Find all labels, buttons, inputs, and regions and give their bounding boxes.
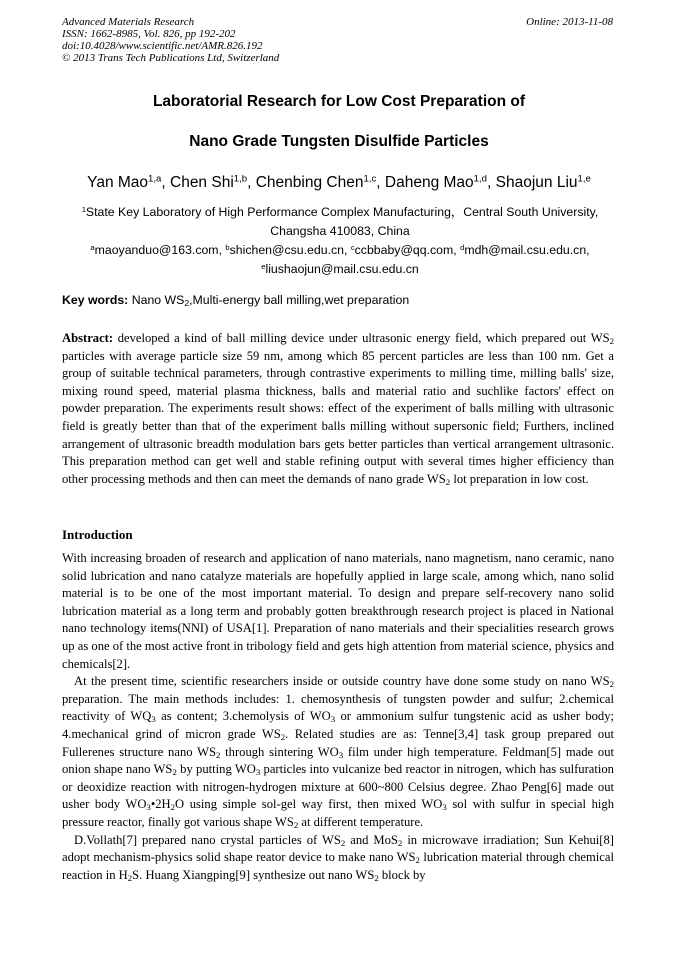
email-mark: a (90, 242, 95, 252)
subscript: 2 (609, 336, 614, 347)
abstract-label: Abstract: (62, 331, 114, 345)
author-affiliation-mark: 1,c (363, 173, 377, 185)
online-date: Online: 2013-11-08 (526, 16, 613, 28)
subscript: 2 (184, 298, 190, 309)
issn-line: ISSN: 1662-8985, Vol. 826, pp 192-202 (62, 28, 236, 40)
email-mark: d (460, 242, 465, 252)
affiliation-line-2: Changsha 410083, China (270, 224, 410, 238)
author-list: Yan Mao$^{1,a}$, Chen Shi$^{1,b}$, Chenbing Chen$^{1,c}$, Daheng Mao$^{1,d}$, Shaojun Liu$^{1,e}$ (87, 173, 591, 191)
email-list: $^a$maoyanduo@163.com, $^b$shichen@csu.edu.cn, $^c$ccbbaby@qq.com, $^d$mdh@mail.csu.edu.cn, (90, 242, 590, 257)
subscript: 2 (445, 476, 451, 487)
keywords-label: Key words: (62, 293, 129, 307)
author-name: Chenbing Chen (255, 174, 364, 191)
doi-line: doi:10.4028/www.scientific.net/AMR.826.192 (62, 40, 263, 52)
abstract-text: particles with average particle size 59 nm, among which 85 percent particles are less than 100 nm. Get a group of suitable technical parameters, through contrastive experiments to milling time, milling balls' size, mixing round speed, material plasma thickness, balls and material ratio and suchlike factors' effect on powder preparation. The experiments result shows: effect of the experiment of balls milling with ultrasonic field is greatly better than that of the experiment balls milling without supersonic field; Furthers, inclined arrangement of ultrasonic breadth modulation bars gets better particles than vertical arrangement ultrasonic. This preparation method can get well and stable refining output with several times higher efficiency than other processing methods and then can meet the demands of nano grade WS (62, 348, 614, 486)
journal-name: Advanced Materials Research (62, 16, 195, 28)
author-affiliation-mark: 1,e (577, 173, 591, 185)
affiliation-mark: 1 (81, 204, 86, 214)
author-affiliation-mark: 1,d (473, 173, 488, 185)
email-mark: c (350, 242, 355, 252)
copyright-line: © 2013 Trans Tech Publications Ltd, Switzerland (62, 52, 280, 64)
paper-title-line-2: Nano Grade Tungsten Disulfide Particles (189, 133, 489, 150)
paragraph: With increasing broaden of research and application of nano materials, nano magnetism, nano ceramic, nano solid lubrication and nano catalyze materials are hopefully applied in large scale, among which, nano solid material is to be one of the most important material. To design and prepare self-recovery nano solid lubrication material as a long term and probably gotten breakthrough research project is placed in National nano technology items(NNI) of USA[1]. Preparation of nano materials and their specialities research grows up as one of the most active front in tribology field and gets high attention from material science, physics and chemicals[2]. (62, 551, 614, 671)
paper-title-line-1: Laboratorial Research for Low Cost Preparation of (152, 93, 526, 110)
email-mark: b (225, 242, 230, 252)
author-name: Chen Shi (170, 174, 234, 191)
author-affiliation-mark: 1,a (148, 173, 162, 185)
abstract-text: lot preparation in low cost. (453, 471, 589, 486)
keywords-text: ,Multi-energy ball milling,wet preparation (189, 293, 410, 307)
affiliation-line-1: State Key Laboratory of High Performance Complex Manufacturing，Central South University, (85, 205, 599, 219)
email-link[interactable]: ccbbaby@qq.com (354, 243, 454, 257)
paragraph: At the present time, scientific researchers inside or outside country have done some study on nano $WS_2$ preparation. The main methods includes: 1. chemosynthesis of tungsten powder and sulfur; 2.chemical reactivity of $WQ_3$ as content; 3.chemolysis of $WO_3$ or ammonium sulfur tungstenic acid as usher body; 4.mechanical grind of micron grade $WS_2$. Related studies are as: Tenne[3,4] task group prepared out Fullerenes structure nano $WS_2$ through sintering $WO_3$ film under high temperature. Feldman[5] made out onion shape nano $WS_2$ by putting $WO_3$ particles into vulcanize bed reactor in nitrogen, which has sulfuration or deoxidize reaction with nitrogen-hydrogen mixture at 600~800 Celsius degree. Zhao Peng[6] made out usher body $WO_3•2H_2O$ using simple sol-gel way first, then mixed $WO_3$ sol with sulfur in special high pressure reactor, finally got various shape $WS_2$ at different temperature. (62, 674, 614, 831)
author-name: Shaojun Liu (495, 174, 578, 191)
email-link[interactable]: maoyanduo@163.com (94, 243, 219, 257)
abstract-text: developed a kind of ball milling device under ultrasonic energy field, which prepared out WS (117, 331, 610, 345)
abstract (62, 330, 614, 488)
email-mark: e (261, 261, 266, 271)
keywords (62, 293, 409, 307)
email-link[interactable]: shichen@csu.edu.cn (229, 243, 344, 257)
keywords-text: Nano WS (131, 293, 185, 307)
email-link[interactable]: liushaojun@mail.csu.edu.cn (265, 262, 419, 276)
author-affiliation-mark: 1,b (233, 173, 248, 185)
paragraph: D.Vollath[7] prepared nano crystal particles of $WS_2$ and MoS$_2$ in microwave irradiation; Sun Kehui[8] adopt mechanism-physics solid shape reator device to make nano $WS_2$ lubrication material through chemical reaction in $H_2S$. Huang Xiangping[9] synthesize out nano $WS_2$ block by (62, 832, 614, 883)
section-heading-introduction: Introduction (62, 527, 133, 542)
affiliation (62, 203, 618, 279)
introduction-body (62, 550, 614, 884)
author-name: Daheng Mao (384, 174, 474, 191)
email-link[interactable]: mdh@mail.csu.edu.cn (464, 243, 587, 257)
author-name: Yan Mao (87, 174, 149, 191)
